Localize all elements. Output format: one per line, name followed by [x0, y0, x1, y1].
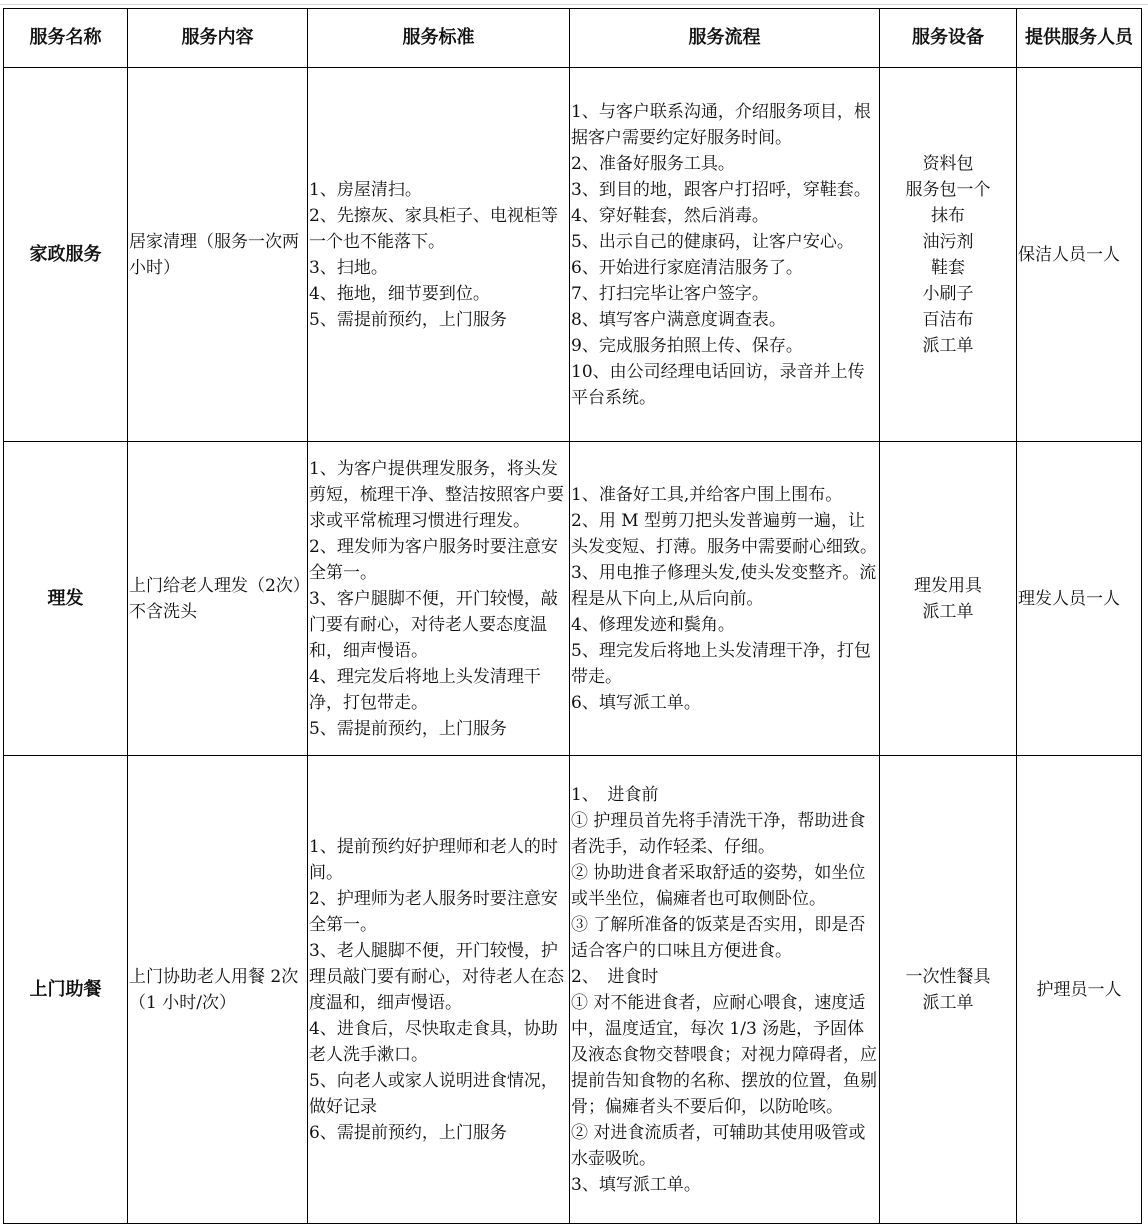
standard-line: 3、老人腿脚不便，开门较慢，护理员敲门要有耐心，对待老人在态度温和，细声慢语。 — [309, 940, 564, 1013]
process-line: 7、打扫完毕让客户签字。 — [571, 283, 769, 304]
standard-line: 4、理完发后将地上头发清理干净，打包带走。 — [309, 666, 541, 713]
equipment-line: 百洁布 — [922, 309, 974, 330]
service-content: 上门给老人理发（2次）不含洗头 — [128, 442, 308, 756]
process-line: 9、完成服务拍照上传、保存。 — [571, 335, 803, 356]
process-line: 6、开始进行家庭清洁服务了。 — [571, 257, 803, 278]
process-line: ② 对进食流质者，可辅助其使用吸管或水壶吸吮。 — [571, 1122, 866, 1169]
equipment-line: 派工单 — [922, 992, 974, 1013]
process-line: 4、修理发迹和鬓角。 — [571, 614, 735, 635]
header-service-process: 服务流程 — [570, 9, 880, 68]
header-service-name: 服务名称 — [4, 9, 128, 68]
process-line: ③ 了解所准备的饭菜是否实用，即是否适合客户的口味且方便进食。 — [571, 914, 866, 961]
service-staff: 护理员一人 — [1017, 756, 1142, 1224]
process-line: 1、 进食前 — [571, 784, 659, 805]
standard-line: 5、需提前预约，上门服务 — [309, 718, 507, 739]
equipment-line: 鞋套 — [931, 257, 965, 278]
service-staff: 理发人员一人 — [1017, 442, 1142, 756]
service-equipment — [880, 68, 1017, 442]
standard-line: 2、先擦灰、家具柜子、电视柜等一个也不能落下。 — [309, 205, 558, 252]
process-line: 2、用 M 型剪刀把头发普遍剪一遍，让头发变短、打薄。服务中需要耐心细致。 — [571, 510, 877, 557]
service-staff: 保洁人员一人 — [1017, 68, 1142, 442]
process-line: 3、用电推子修理头发,使头发变整齐。流程是从下向上,从后向前。 — [571, 562, 877, 609]
equipment-line: 一次性餐具 — [905, 966, 991, 987]
process-line: 10、由公司经理电话回访，录音并上传平台系统。 — [571, 361, 865, 408]
service-name: 理发 — [4, 442, 128, 756]
service-content: 上门协助老人用餐 2次（1 小时/次） — [128, 756, 308, 1224]
service-content: 居家清理（服务一次两小时） — [128, 68, 308, 442]
standard-line: 1、为客户提供理发服务，将头发剪短，梳理干净、整洁按照客户要求或平常梳理习惯进行理发。 — [309, 458, 564, 531]
standard-line: 3、扫地。 — [309, 257, 388, 278]
process-line: 5、理完发后将地上头发清理干净，打包带走。 — [571, 640, 871, 687]
header-service-content: 服务内容 — [128, 9, 308, 68]
process-line: 4、穿好鞋套，然后消毒。 — [571, 205, 769, 226]
standard-line: 2、理发师为客户服务时要注意安全第一。 — [309, 536, 558, 583]
standard-line: 6、需提前预约，上门服务 — [309, 1122, 507, 1143]
equipment-line: 小刷子 — [922, 283, 974, 304]
standard-line: 3、客户腿脚不便，开门较慢，敲门要有耐心，对待老人要态度温和，细声慢语。 — [309, 588, 558, 661]
service-standard — [308, 68, 570, 442]
table-row — [4, 68, 1142, 442]
standard-line: 4、拖地，细节要到位。 — [309, 283, 490, 304]
process-line: 2、准备好服务工具。 — [571, 153, 735, 174]
service-name: 家政服务 — [4, 68, 128, 442]
process-line: 1、准备好工具,并给客户围上围布。 — [571, 484, 843, 505]
equipment-line: 抹布 — [931, 205, 965, 226]
process-line: 3、到目的地，跟客户打招呼，穿鞋套。 — [571, 179, 871, 200]
service-standard — [308, 756, 570, 1224]
process-line: 1、与客户联系沟通，介绍服务项目，根据客户需要约定好服务时间。 — [571, 101, 871, 148]
service-equipment — [880, 442, 1017, 756]
standard-line: 1、提前预约好护理师和老人的时间。 — [309, 836, 558, 883]
standard-line: 2、护理师为老人服务时要注意安全第一。 — [309, 888, 558, 935]
equipment-line: 派工单 — [922, 601, 974, 622]
process-line: 6、填写派工单。 — [571, 692, 701, 713]
process-line: 5、出示自己的健康码，让客户安心。 — [571, 231, 854, 252]
header-service-staff: 提供服务人员 — [1017, 9, 1142, 68]
equipment-line: 派工单 — [922, 335, 974, 356]
service-process — [570, 756, 880, 1224]
service-equipment — [880, 756, 1017, 1224]
service-process — [570, 442, 880, 756]
standard-line: 5、向老人或家人说明进食情况，做好记录 — [309, 1070, 558, 1117]
header-service-standard: 服务标准 — [308, 9, 570, 68]
standard-line: 4、进食后，尽快取走食具，协助老人洗手漱口。 — [309, 1018, 558, 1065]
service-process — [570, 68, 880, 442]
equipment-line: 服务包一个 — [905, 179, 991, 200]
equipment-line: 油污剂 — [922, 231, 974, 252]
equipment-line: 理发用具 — [914, 575, 982, 596]
process-line: ① 对不能进食者，应耐心喂食，速度适中，温度适宜，每次 1/3 汤匙，予固体及液态食物交替喂食；对视力障碍者，应提前告知食物的名称、摆放的位置，鱼剔骨；偏瘫者头不要后仰，以防呛咳。 — [571, 992, 877, 1117]
service-standard — [308, 442, 570, 756]
table-row — [4, 756, 1142, 1224]
service-table — [3, 8, 1142, 1224]
standard-line: 5、需提前预约，上门服务 — [309, 309, 507, 330]
equipment-line: 资料包 — [922, 153, 974, 174]
process-line: 8、填写客户满意度调查表。 — [571, 309, 786, 330]
page-top-rule — [0, 4, 1148, 5]
process-line: ② 协助进食者采取舒适的姿势，如坐位或半坐位，偏瘫者也可取侧卧位。 — [571, 862, 866, 909]
standard-line: 1、房屋清扫。 — [309, 179, 422, 200]
process-line: 3、填写派工单。 — [571, 1174, 701, 1195]
process-line: 2、 进食时 — [571, 966, 659, 987]
process-line: ① 护理员首先将手清洗干净，帮助进食者洗手，动作轻柔、仔细。 — [571, 810, 866, 857]
header-service-equipment: 服务设备 — [880, 9, 1017, 68]
table-row — [4, 442, 1142, 756]
service-name: 上门助餐 — [4, 756, 128, 1224]
header-row — [4, 9, 1142, 68]
